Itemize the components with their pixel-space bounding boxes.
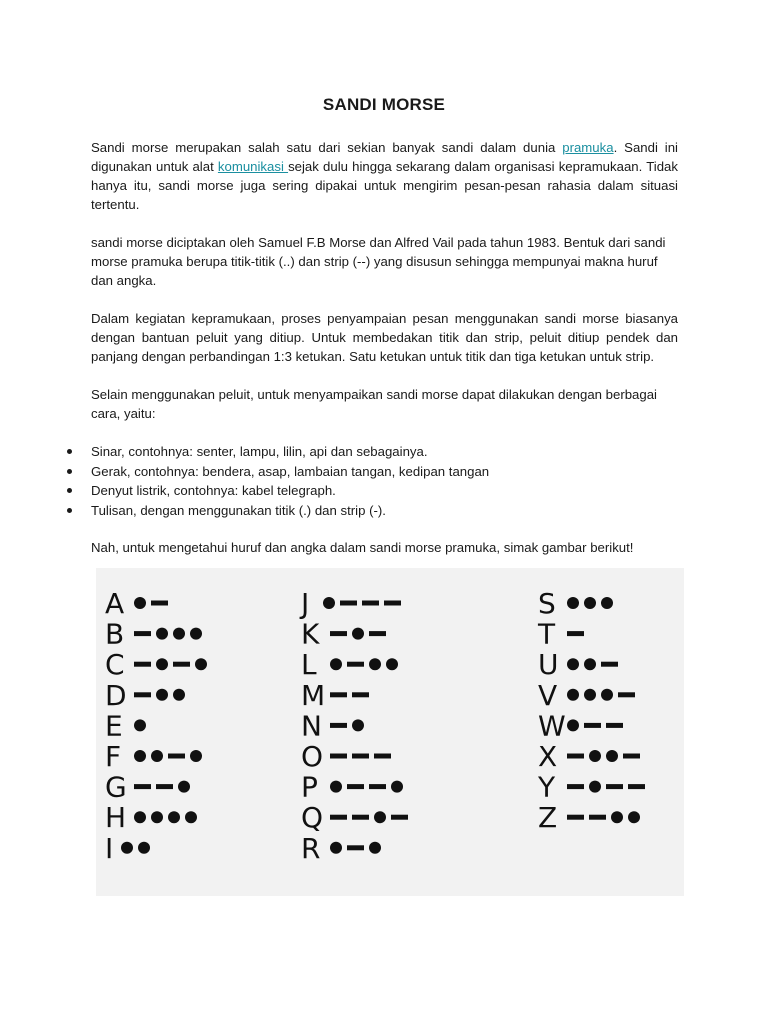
morse-dot — [611, 811, 623, 823]
morse-dot — [138, 842, 150, 854]
list-item: Tulisan, dengan menggunakan titik (.) dan strip (-). — [91, 501, 691, 521]
morse-code-chart — [96, 568, 684, 896]
methods-list — [91, 442, 691, 520]
morse-dash — [601, 662, 618, 667]
morse-dash — [589, 815, 606, 820]
morse-dot — [386, 658, 398, 670]
morse-letter-d: D — [105, 678, 127, 712]
morse-dash — [567, 815, 584, 820]
morse-dot — [134, 750, 146, 762]
morse-letter-v: V — [538, 678, 558, 712]
morse-dash — [384, 601, 401, 606]
morse-dash — [623, 754, 640, 759]
morse-dash — [369, 784, 386, 789]
morse-dot — [374, 811, 386, 823]
morse-dot — [584, 658, 596, 670]
paragraph-whistle: Dalam kegiatan kepramukaan, proses penyampaian pesan menggunakan sandi morse biasanya dengan bantuan peluit yang ditiup. Untuk membedakan titik dan strip, peluit ditiup pendek dan panjang dengan perbandingan 1:3 ketukan. Satu ketukan untuk titik dan tiga ketukan untuk strip. — [91, 311, 678, 364]
morse-dash — [374, 754, 391, 759]
morse-dash — [347, 845, 364, 850]
morse-letter-e: E — [105, 709, 123, 743]
morse-dot — [156, 628, 168, 640]
morse-dot — [606, 750, 618, 762]
morse-dot — [151, 750, 163, 762]
morse-dash — [330, 815, 347, 820]
morse-dot — [168, 811, 180, 823]
morse-dash — [606, 784, 623, 789]
morse-dash — [584, 723, 601, 728]
morse-dot — [121, 842, 133, 854]
morse-letter-x: X — [538, 740, 558, 773]
morse-dash — [567, 784, 584, 789]
morse-letter-s: S — [538, 587, 556, 620]
morse-dot — [173, 628, 185, 640]
morse-dash — [352, 754, 369, 759]
morse-dot — [178, 781, 190, 793]
morse-dot — [369, 658, 381, 670]
morse-dash — [330, 631, 347, 636]
morse-dot — [151, 811, 163, 823]
paragraph-figure-caption: Nah, untuk mengetahui huruf dan angka dalam sandi morse pramuka, simak gambar berikut! — [91, 540, 634, 555]
morse-dash — [134, 631, 151, 636]
bullet-icon — [67, 488, 72, 493]
morse-code-image — [96, 568, 684, 896]
morse-letter-l: L — [301, 648, 317, 682]
morse-dash — [330, 723, 347, 728]
morse-dot — [134, 719, 146, 731]
morse-letter-k: K — [301, 617, 320, 651]
morse-dot — [391, 781, 403, 793]
morse-letter-a: A — [105, 587, 125, 620]
morse-dash — [347, 662, 364, 667]
morse-dash — [134, 784, 151, 789]
paragraph-history: sandi morse diciptakan oleh Samuel F.B Morse dan Alfred Vail pada tahun 1983. Bentuk dari sandi morse pramuka berupa titik-titik (..) dan strip (--) yang disusun sehingga mempunyai makna huruf dan angka. — [91, 235, 666, 288]
morse-dot — [156, 658, 168, 670]
morse-dash — [168, 754, 185, 759]
morse-dot — [369, 842, 381, 854]
morse-dot — [173, 689, 185, 701]
morse-dash — [391, 815, 408, 820]
morse-dash — [330, 692, 347, 697]
intro-text-1: Sandi morse merupakan salah satu dari sekian banyak sandi dalam dunia — [91, 140, 563, 155]
morse-letter-t: T — [538, 617, 556, 651]
morse-letter-i: I — [105, 831, 114, 865]
morse-dash — [151, 601, 168, 606]
morse-dot — [567, 597, 579, 609]
bullet-icon — [67, 449, 72, 454]
morse-letter-h: H — [105, 801, 127, 835]
morse-letter-q: Q — [301, 801, 324, 835]
morse-dash — [347, 784, 364, 789]
morse-dot — [134, 811, 146, 823]
morse-dot — [185, 811, 197, 823]
morse-letter-y: Y — [538, 770, 556, 804]
morse-dash — [618, 692, 635, 697]
morse-letter-m: M — [301, 678, 326, 712]
morse-letter-o: O — [301, 740, 324, 773]
list-item: Sinar, contohnya: senter, lampu, lilin, api dan sebagainya. — [91, 442, 691, 462]
morse-dash — [156, 784, 173, 789]
morse-dash — [330, 754, 347, 759]
morse-letter-w: W — [538, 709, 566, 743]
morse-letter-r: R — [301, 831, 321, 865]
morse-dash — [567, 631, 584, 636]
morse-letter-j: J — [301, 587, 310, 620]
morse-dash — [628, 784, 645, 789]
komunikasi-link[interactable]: komunikasi — [217, 159, 289, 174]
morse-dot — [352, 628, 364, 640]
morse-dot — [589, 750, 601, 762]
morse-dash — [134, 692, 151, 697]
morse-letter-u: U — [538, 648, 559, 682]
morse-dot — [601, 597, 613, 609]
morse-dash — [567, 754, 584, 759]
morse-dash — [362, 601, 379, 606]
morse-dot — [190, 628, 202, 640]
morse-dot — [195, 658, 207, 670]
morse-dash — [369, 631, 386, 636]
morse-letter-p: P — [301, 770, 318, 804]
bullet-icon — [67, 469, 72, 474]
morse-dot — [156, 689, 168, 701]
morse-dash — [352, 692, 369, 697]
morse-dash — [352, 815, 369, 820]
morse-dot — [584, 689, 596, 701]
morse-letter-f: F — [105, 740, 122, 773]
morse-dash — [606, 723, 623, 728]
morse-letter-c: C — [105, 648, 125, 682]
pramuka-link[interactable]: pramuka — [562, 140, 614, 155]
morse-dot — [352, 719, 364, 731]
morse-dash — [340, 601, 357, 606]
list-item: Denyut listrik, contohnya: kabel telegraph. — [91, 481, 691, 501]
bullet-icon — [67, 508, 72, 513]
morse-letter-z: Z — [538, 801, 558, 835]
morse-letter-b: B — [105, 617, 125, 651]
intro-text-3: sejak dulu hingga sekarang dalam organisasi kepramukaan. Tidak hanya itu, sandi morse juga sering dipakai untuk mengirim pesan-pesan rahasia dalam situasi tertentu. — [91, 159, 678, 212]
morse-dot — [584, 597, 596, 609]
morse-dot — [330, 658, 342, 670]
morse-letter-g: G — [105, 770, 127, 804]
page-title: SANDI MORSE — [322, 95, 446, 114]
morse-dot — [567, 658, 579, 670]
morse-dot — [330, 842, 342, 854]
intro-text-2: . Sandi ini digunakan untuk alat — [91, 140, 678, 174]
morse-dot — [628, 811, 640, 823]
morse-dot — [567, 719, 579, 731]
morse-dot — [589, 781, 601, 793]
morse-dash — [134, 662, 151, 667]
morse-letter-n: N — [301, 709, 322, 743]
morse-dot — [567, 689, 579, 701]
morse-dash — [173, 662, 190, 667]
morse-dot — [323, 597, 335, 609]
paragraph-methods-intro: Selain menggunakan peluit, untuk menyampaikan sandi morse dapat dilakukan dengan berbagai cara, yaitu: — [91, 387, 657, 421]
morse-dot — [134, 597, 146, 609]
paragraph-intro — [91, 138, 678, 214]
morse-dot — [330, 781, 342, 793]
morse-dot — [601, 689, 613, 701]
morse-dot — [190, 750, 202, 762]
list-item: Gerak, contohnya: bendera, asap, lambaian tangan, kedipan tangan — [91, 462, 691, 482]
